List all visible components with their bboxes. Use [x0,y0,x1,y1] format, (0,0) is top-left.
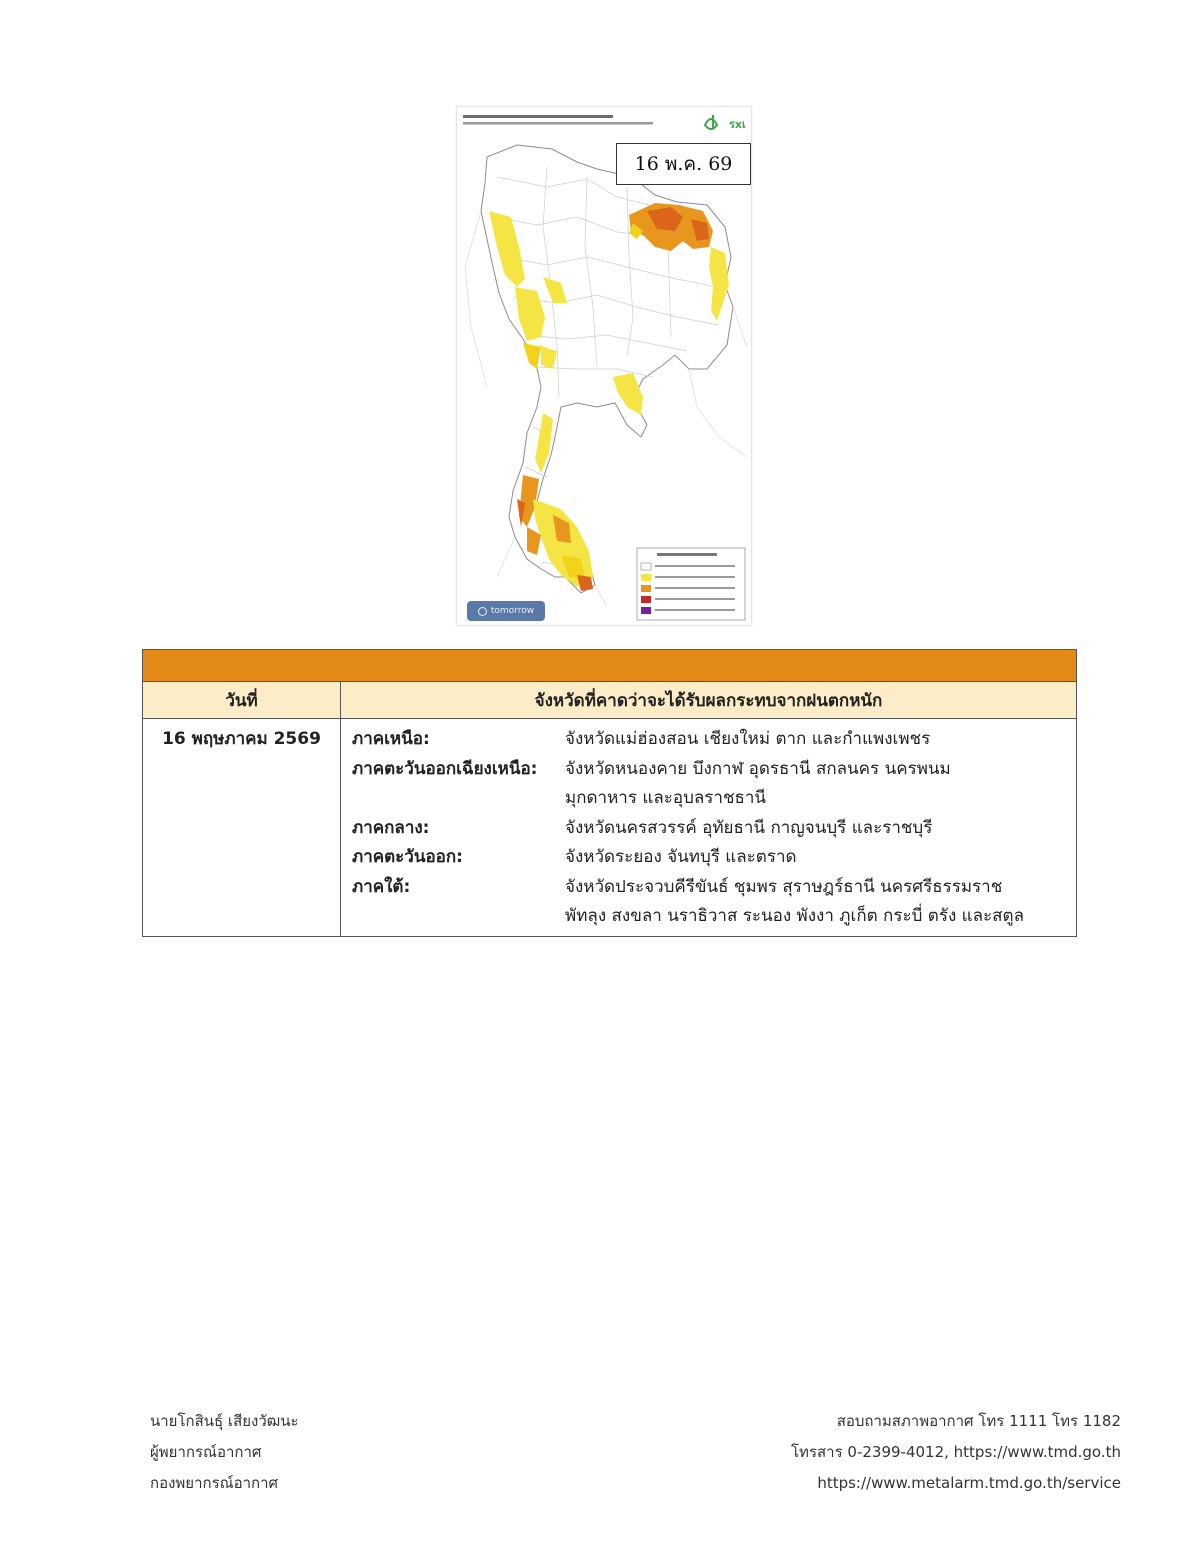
forecast-date: 16 พฤษภาคม 2569 [143,719,341,937]
region-provinces: จังหวัดระยอง จันทบุรี และตราด [565,847,797,867]
forecaster-title: ผู้พยากรณ์อากาศ [150,1443,262,1461]
regions-cell [341,719,1077,937]
forecaster-signature-block [150,1406,299,1499]
map-date-label: 16 พ.ค. 69 [616,143,751,185]
table-row [143,719,1077,937]
region-name: ภาคกลาง: [352,817,430,838]
forecaster-name: นายโกสินธุ์ เสียงวัฒนะ [150,1412,299,1430]
table-header-row [143,682,1077,719]
region-name: ภาคใต้: [352,876,411,897]
table-band-row [143,650,1077,682]
tmd-logo-icon [705,115,717,129]
contact-service-link[interactable]: https://www.metalarm.tmd.go.th/service [817,1474,1121,1492]
forecaster-division: กองพยากรณ์อากาศ [150,1474,279,1492]
region-northeast [352,755,1076,814]
map-legend [637,548,745,620]
table-band [143,650,1077,682]
map-header-text [463,115,653,125]
region-south [352,873,1076,932]
heavy-rain-table [142,649,1077,937]
region-name: ภาคตะวันออกเฉียงเหนือ: [352,758,538,779]
contact-fax-website[interactable]: โทรสาร 0-2399-4012, https://www.tmd.go.th [791,1443,1121,1461]
tomorrow-logo-icon [478,607,487,616]
region-name: ภาคตะวันออก: [352,847,463,867]
header-date: วันที่ [143,682,341,719]
header-provinces: จังหวัดที่คาดว่าจะได้รับผลกระทบจากฝนตกหนัก [341,682,1077,719]
region-provinces: จังหวัดนครสวรรค์ อุทัยธานี กาญจนบุรี และราชบุรี [565,817,933,838]
region-provinces: จังหวัดประจวบคีรีขันธ์ ชุมพร สุราษฎร์ธานี นครศรีธรรมราช พัทลุง สงขลา นราธิวาส ระนอง พังงา ภูเก็ต กระบี่ ตรัง และสตูล [565,876,1025,926]
region-east [352,843,1076,873]
region-provinces: จังหวัดหนองคาย บึงกาฬ อุดรธานี สกลนคร นครพนม มุกดาหาร และอุบลราชธานี [565,758,951,808]
tomorrow-logo [467,601,545,621]
contact-phone: สอบถามสภาพอากาศ โทร 1111 โทร 1182 [836,1412,1121,1430]
region-name: ภาคเหนือ: [352,729,430,749]
region-central [352,814,1076,844]
agency-logo-icon: รxเ [729,118,746,131]
contact-block [791,1406,1121,1499]
region-north [352,725,1076,755]
region-provinces: จังหวัดแม่ฮ่องสอน เชียงใหม่ ตาก และกำแพงเพชร [565,729,931,749]
tomorrow-logo-label: tomorrow [490,606,535,616]
